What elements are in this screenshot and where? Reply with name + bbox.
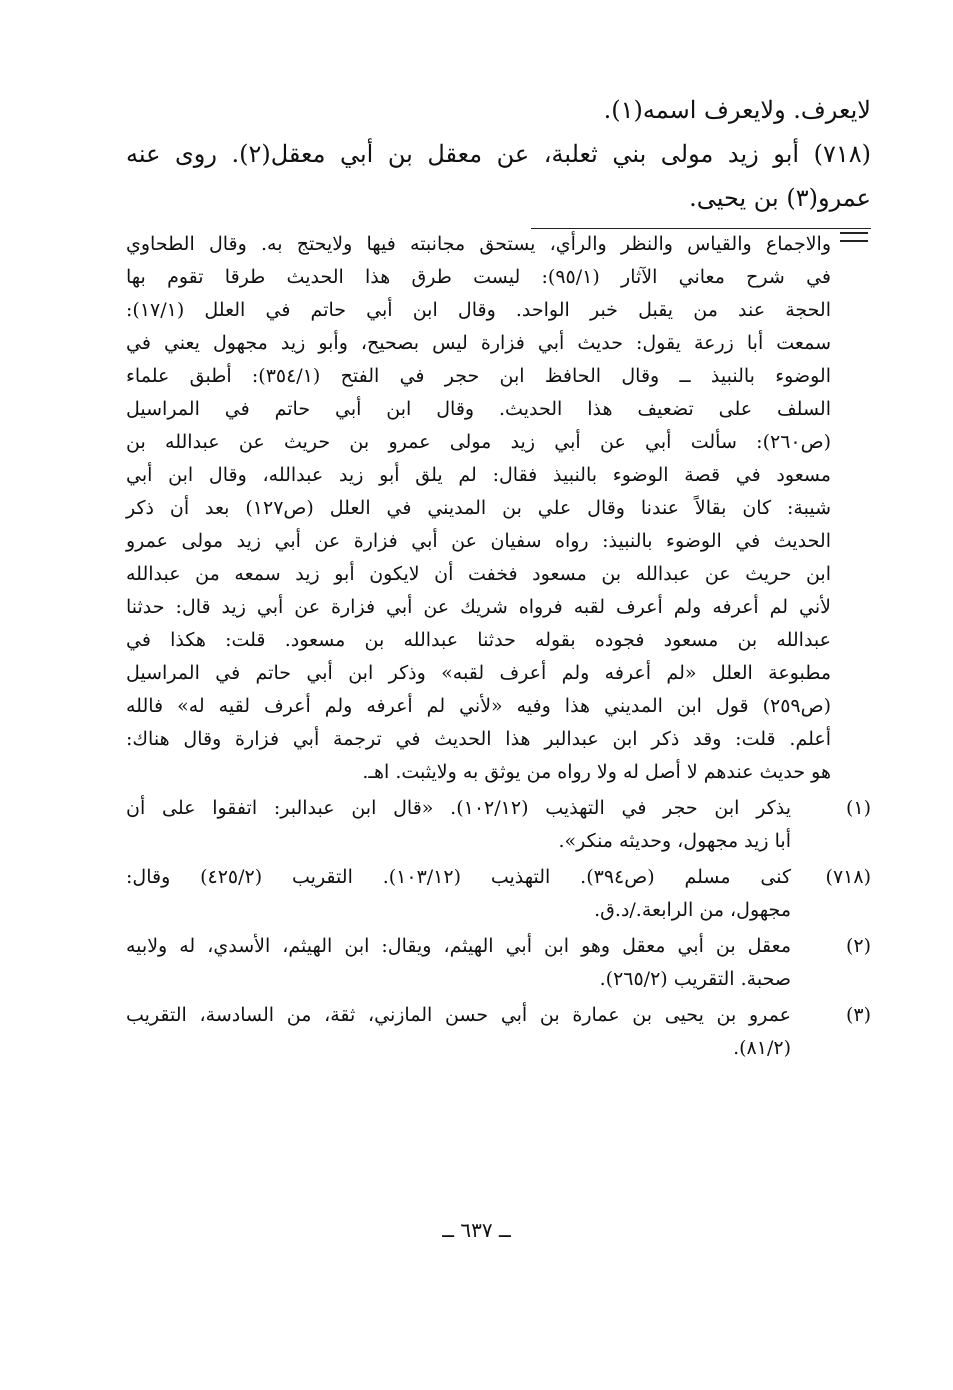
- continuation-line: مطبوعة العلل «لم أعرفه ولم أعرف لقبه» وذكر ابن أبي حاتم في المراسيل: [126, 662, 831, 684]
- continuation-line: السلف على تضعيف هذا الحديث. وقال ابن أبي حاتم في المراسيل: [126, 398, 831, 420]
- continuation-line: (ص٢٥٩) قول ابن المديني هذا وفيه «لأني لم أعرفه ولم أعرف لقيه له» فالله: [126, 695, 831, 717]
- continuation-line: الوضوء بالنبيذ ــ وقال الحافظ ابن حجر في الفتح (٣٥٤/١): أطبق علماء: [126, 365, 831, 387]
- footnote-number: (٧١٨): [825, 866, 871, 888]
- footnote-number: (٣): [845, 1004, 871, 1026]
- footnote-3: [126, 999, 871, 1065]
- footnote-line: كنى مسلم (ص٣٩٤). التهذيب (١٠٣/١٢). التقريب (٤٢٥/٢) وقال:: [126, 866, 791, 888]
- footnote-1: [126, 792, 871, 858]
- footnote-line: معقل بن أبي معقل وهو ابن أبي الهيثم، ويقال: ابن الهيثم، الأسدي، له ولابيه: [126, 935, 791, 957]
- footnote-number: (١): [845, 797, 871, 819]
- footnote-body: [126, 792, 791, 858]
- footnote-line: يذكر ابن حجر في التهذيب (١٠٢/١٢). «قال ابن عبدالبر: اتفقوا على أن: [126, 797, 791, 819]
- continuation-line: مسعود في قصة الوضوء بالنبيذ فقال: لم يلق أبو زيد عبدالله، وقال ابن أبي: [126, 464, 831, 486]
- continuation-line: الحجة عند من يقبل خبر الواحد. وقال ابن أبي حاتم في العلل (١٧/١):: [126, 299, 831, 321]
- footnote-line: عمرو بن يحيى بن عمارة بن أبي حسن المازني، ثقة، من السادسة، التقريب: [126, 1004, 791, 1026]
- footnote-line: (٨١/٢).: [733, 1037, 791, 1059]
- footnote-body: [126, 999, 791, 1065]
- footnotes-area: [126, 228, 871, 1065]
- main-paragraph-2: (٧١٨) أبو زيد مولى بني ثعلبة، عن معقل بن أبي معقل(٢). روى عنه عمرو(٣) بن يحيى.: [126, 140, 871, 212]
- continuation-line: والاجماع والقياس والنظر والرأي، يستحق مجانبته فيها ولايحتج به. وقال الطحاوي: [126, 233, 831, 255]
- continuation-line: ابن حريث عن عبدالله بن مسعود فخفت أن لايكون أبو زيد سمعه من عبدالله: [126, 563, 831, 585]
- continuation-line: عبدالله بن مسعود فجوده بقوله حدثنا عبدالله بن مسعود. قلت: هكذا في: [126, 629, 831, 651]
- continuation-line: هو حديث عندهم لا أصل له ولا رواه من يوثق به ولايثبت. اهـ.: [362, 761, 831, 783]
- page-number: ــ ٦٣٧ ــ: [442, 1218, 511, 1242]
- footnote-continuation: [126, 228, 831, 789]
- main-text: [126, 88, 871, 220]
- footnote-718: [126, 861, 871, 927]
- continuation-line: شيبة: كان بقالاً عندنا وقال علي بن المديني في العلل (ص١٢٧) بعد أن ذكر: [126, 497, 832, 519]
- footnote-number: (٢): [845, 935, 871, 957]
- continuation-line: الحديث في الوضوء بالنبيذ: رواه سفيان عن أبي فزارة عن أبي زيد مولى عمرو: [126, 530, 831, 552]
- main-paragraph-1: لايعرف. ولايعرف اسمه(١).: [603, 96, 871, 124]
- continuation-line: سمعت أبا زرعة يقول: حديث أبي فزارة ليس بصحيح، وأبو زيد مجهول يعني في: [126, 332, 831, 354]
- footnote-2: [126, 930, 871, 996]
- footnote-line: صحبة. التقريب (٢٦٥/٢).: [599, 968, 791, 990]
- footnote-line: مجهول، من الرابعة./د.ق.: [594, 899, 791, 921]
- footnote-body: [126, 930, 791, 996]
- continuation-line: أعلم. قلت: وقد ذكر ابن عبدالبر هذا الحديث في ترجمة أبي فزارة وقال هناك:: [126, 728, 831, 750]
- continuation-line: في شرح معاني الآثار (٩٥/١): ليست طرق هذا الحديث طرقا تقوم بها: [126, 266, 831, 288]
- footnote-line: أبا زيد مجهول، وحديثه منكر».: [558, 830, 791, 852]
- continuation-line: (ص٢٦٠): سألت أبي عن أبي زيد مولى عمرو بن حريث عن عبدالله بن: [126, 431, 831, 453]
- continuation-line: لأني لم أعرفه ولم أعرف لقبه فرواه شريك عن أبي فزارة عن أبي زيد قال: حدثنا: [126, 596, 831, 618]
- footnote-body: [126, 861, 791, 927]
